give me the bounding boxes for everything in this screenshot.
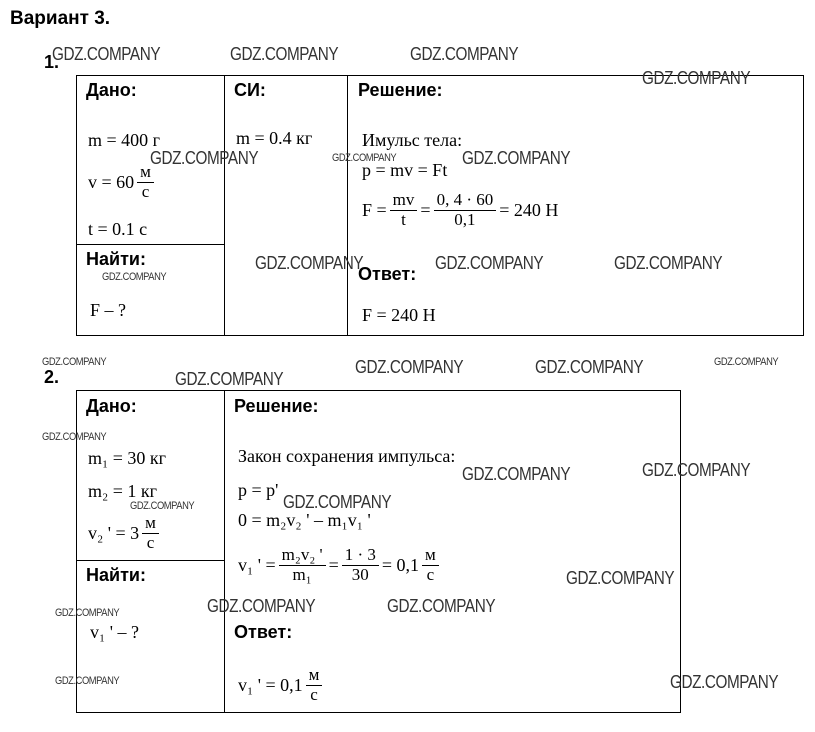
equation-conservation: 0 = m₂v₂ ' – m₁v₁ ' bbox=[238, 510, 371, 530]
equation-momentum: p = p' bbox=[238, 480, 279, 500]
watermark: GDZ.COMPANY bbox=[355, 357, 464, 377]
equation-velocity: v₁ ' = $\frac{\text{m₂v₂ '}}{\text{m₁}}$ = $\frac{1 \cdot 3}{30}$ = 0,1 $\frac{м}{с}$ bbox=[238, 546, 442, 584]
impulse-text: Имульс тела: bbox=[362, 130, 463, 150]
unit-numerator: м bbox=[137, 163, 154, 183]
table-divider bbox=[347, 75, 348, 335]
unit-denominator: с bbox=[310, 684, 318, 704]
watermark: GDZ.COMPANY bbox=[175, 369, 284, 389]
fraction bbox=[279, 546, 326, 584]
naiti-header: Найти: bbox=[86, 249, 146, 269]
fraction-numerator: 1 · 3 bbox=[342, 546, 379, 566]
given-velocity bbox=[88, 163, 157, 201]
equation-force: F = $\frac{mv}{t}$ = $\frac{0, 4 \cdot 60}{0,1}$ = 240 Н bbox=[362, 190, 559, 229]
table-divider bbox=[76, 560, 224, 561]
fraction bbox=[342, 546, 379, 584]
find-velocity: v₁ ' – ? bbox=[90, 622, 140, 642]
unit-numerator: м bbox=[142, 514, 159, 534]
watermark: GDZ.COMPANY bbox=[150, 148, 259, 168]
otvet-header: Ответ: bbox=[234, 622, 293, 642]
unit-numerator: м bbox=[422, 546, 439, 566]
given-time: t = 0.1 с bbox=[88, 219, 148, 239]
problem-2-number: 2. bbox=[44, 367, 60, 387]
si-mass: m = 0.4 кг bbox=[236, 128, 313, 148]
naiti-header: Найти: bbox=[86, 565, 146, 585]
watermark: GDZ.COMPANY bbox=[55, 607, 120, 619]
fraction-denominator: 0,1 bbox=[454, 209, 476, 229]
equation-force-lhs: F = bbox=[362, 199, 387, 220]
dano-header: Дано: bbox=[86, 80, 137, 100]
watermark: GDZ.COMPANY bbox=[670, 672, 779, 692]
dano-header: Дано: bbox=[86, 396, 137, 416]
table-divider bbox=[224, 390, 225, 712]
watermark: GDZ.COMPANY bbox=[255, 253, 364, 273]
watermark: GDZ.COMPANY bbox=[535, 357, 644, 377]
reshenie-header: Решение: bbox=[358, 80, 443, 100]
watermark: GDZ.COMPANY bbox=[42, 356, 107, 368]
fraction-denominator: m₁ bbox=[292, 564, 312, 584]
given-velocity-value: v = 60 bbox=[88, 171, 135, 192]
unit-fraction bbox=[422, 546, 439, 584]
watermark: GDZ.COMPANY bbox=[462, 464, 571, 484]
unit-denominator: с bbox=[146, 532, 155, 552]
watermark: GDZ.COMPANY bbox=[332, 152, 397, 164]
answer-value: v₁ ' = 0,1 bbox=[238, 674, 303, 695]
answer: F = 240 Н bbox=[362, 305, 436, 325]
equation-velocity-lhs: v₁ ' = bbox=[238, 554, 276, 575]
watermark: GDZ.COMPANY bbox=[230, 44, 339, 64]
given-mass-1: m₁ = 30 кг bbox=[88, 448, 167, 468]
watermark: GDZ.COMPANY bbox=[207, 596, 316, 616]
find-force: F – ? bbox=[90, 300, 126, 320]
unit-fraction bbox=[142, 514, 159, 552]
fraction bbox=[390, 191, 418, 229]
fraction-denominator: t bbox=[401, 209, 406, 229]
fraction-numerator: m₂v₂ ' bbox=[279, 546, 326, 566]
fraction bbox=[434, 191, 497, 229]
watermark: GDZ.COMPANY bbox=[410, 44, 519, 64]
reshenie-header: Решение: bbox=[234, 396, 319, 416]
unit-numerator: м bbox=[306, 666, 323, 686]
watermark: GDZ.COMPANY bbox=[52, 44, 161, 64]
watermark: GDZ.COMPANY bbox=[566, 568, 675, 588]
fraction-numerator: mv bbox=[390, 191, 418, 211]
watermark: GDZ.COMPANY bbox=[642, 460, 751, 480]
equation-impulse: p = mv = Ft bbox=[362, 160, 448, 180]
watermark: GDZ.COMPANY bbox=[102, 271, 167, 283]
watermark: GDZ.COMPANY bbox=[130, 500, 195, 512]
watermark: GDZ.COMPANY bbox=[55, 675, 120, 687]
watermark: GDZ.COMPANY bbox=[642, 68, 751, 88]
equation-force-result: = 240 Н bbox=[499, 199, 559, 220]
given-velocity-2-value: v₂ ' = 3 bbox=[88, 522, 140, 543]
table-divider bbox=[224, 75, 225, 335]
unit-denominator: с bbox=[141, 181, 150, 201]
watermark: GDZ.COMPANY bbox=[462, 148, 571, 168]
table-divider bbox=[76, 244, 224, 245]
equation-velocity-result: = 0,1 bbox=[381, 554, 420, 575]
si-header: СИ: bbox=[234, 80, 266, 100]
law-text: Закон сохранения импульса: bbox=[238, 446, 456, 466]
unit-fraction bbox=[306, 666, 323, 704]
fraction-numerator: 0, 4 · 60 bbox=[434, 191, 497, 211]
problem-1-number: 1. bbox=[44, 52, 60, 72]
fraction-denominator: 30 bbox=[351, 564, 369, 584]
given-mass: m = 400 г bbox=[88, 130, 161, 150]
otvet-header: Ответ: bbox=[358, 264, 417, 284]
page-title: Вариант 3. bbox=[10, 8, 111, 29]
watermark: GDZ.COMPANY bbox=[42, 431, 107, 443]
watermark: GDZ.COMPANY bbox=[283, 492, 392, 512]
answer bbox=[238, 666, 325, 704]
given-velocity-2 bbox=[88, 514, 162, 552]
given-mass-2: m₂ = 1 кг bbox=[88, 481, 158, 501]
watermark: GDZ.COMPANY bbox=[387, 596, 496, 616]
watermark: GDZ.COMPANY bbox=[435, 253, 544, 273]
watermark: GDZ.COMPANY bbox=[714, 356, 779, 368]
watermark: GDZ.COMPANY bbox=[614, 253, 723, 273]
unit-denominator: с bbox=[426, 564, 435, 584]
